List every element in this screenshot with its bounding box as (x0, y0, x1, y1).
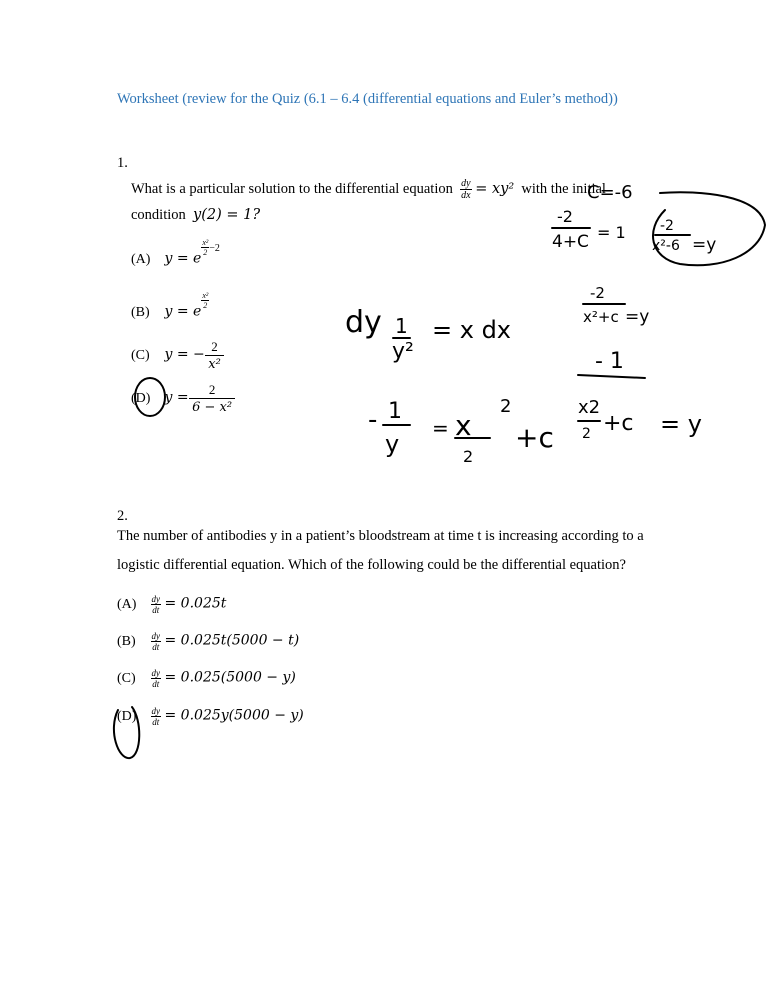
question-1-prompt: What is a particular solution to the differential equation (131, 180, 453, 197)
option-label: (B) (117, 633, 136, 649)
question-1-text (131, 178, 606, 201)
hw-gen-den: x²+c (583, 308, 619, 326)
hw-int-rhs-den: 2 (463, 447, 474, 466)
option-rhs: = 0.025(5000 − y) (164, 669, 296, 686)
hw-equals: = (432, 416, 449, 440)
frac-num: dy (151, 668, 160, 678)
exp-tail: −2 (209, 242, 220, 254)
frac-num: dy (461, 178, 471, 189)
option-label: (A) (131, 251, 151, 267)
frac-den: dt (152, 642, 160, 652)
hw-sep-lhs: dy (345, 305, 382, 340)
frac-num: dy (151, 594, 160, 604)
condition-label: condition (131, 207, 186, 223)
hw-gen-num: -2 (590, 284, 605, 302)
hw-answer-num: -2 (660, 218, 674, 234)
hw-gen-rhs: =y (625, 307, 650, 327)
hw-answer-rhs: =y (692, 235, 717, 255)
exp-den: 2 (203, 301, 208, 310)
hw-step1-rhs: = 1 (597, 223, 626, 242)
exp-num: x² (202, 238, 209, 247)
q2-option-d[interactable] (117, 706, 304, 727)
hw-int-rhs-exp: 2 (500, 396, 512, 417)
option-rhs: = 0.025t(5000 − t) (164, 632, 300, 649)
frac-num: dy (151, 706, 160, 716)
hw-c-value: C=-6 (587, 182, 633, 203)
question-1-number: 1. (117, 155, 128, 171)
option-lhs: y = e (164, 303, 202, 320)
frac-den: dx (461, 190, 471, 201)
option-label: (C) (131, 347, 150, 363)
hw-int-lhs-num: 1 (388, 399, 402, 424)
option-label: (C) (117, 670, 136, 686)
frac-den: 6 − x² (192, 400, 233, 415)
q1-option-b[interactable] (131, 291, 209, 322)
hw-alt-den-num: x2 (578, 397, 601, 418)
question-1-condition (131, 207, 260, 224)
q1-option-c[interactable] (131, 338, 221, 373)
hw-int-const: +c (515, 421, 554, 454)
option-lhs: y = − (164, 346, 205, 363)
hw-alt-den-den: 2 (582, 426, 591, 442)
hw-step1-den: 4+C (552, 232, 589, 252)
exp-den: 2 (203, 248, 208, 257)
option-label: (D) (131, 390, 151, 406)
hw-minus: - (368, 405, 378, 435)
hw-int-lhs-den: y (385, 430, 400, 458)
hw-int-rhs-num: x (455, 409, 472, 442)
q1-option-a[interactable] (131, 238, 220, 269)
question-2-number: 2. (117, 508, 128, 524)
initial-condition: y(2) = 1? (193, 207, 261, 223)
equation-rhs: = xy² (475, 180, 515, 197)
question-2-line-1: The number of antibodies y in a patient’s bloodstream at time t is increasing according to a (117, 528, 644, 544)
frac-den: dt (152, 717, 160, 727)
frac-den: dt (152, 605, 160, 615)
hw-step1-num: -2 (557, 207, 573, 226)
hw-sep-num: 1 (395, 314, 408, 338)
hw-sep-rhs: = x dx (432, 316, 512, 344)
option-label: (B) (131, 304, 150, 320)
option-label: (D) (117, 708, 137, 724)
question-1-prompt-end: with the initial (521, 180, 606, 197)
q2-option-b[interactable] (117, 631, 299, 652)
option-lhs: y = e (164, 250, 202, 267)
hw-alt-rhs: = y (660, 410, 702, 438)
frac-num: dy (151, 631, 160, 641)
option-label: (A) (117, 596, 137, 612)
exp-num: x² (202, 291, 209, 300)
option-rhs: = 0.025y(5000 − y) (164, 707, 304, 724)
question-2-line-2: logistic differential equation. Which of the following could be the differential equation? (117, 557, 626, 573)
worksheet-title: Worksheet (review for the Quiz (6.1 – 6.4 (differential equations and Euler’s method)) (117, 91, 618, 107)
hw-alt-den-tail: +c (603, 411, 634, 436)
derivative-fraction (460, 178, 471, 201)
option-rhs: = 0.025t (164, 595, 227, 612)
answer-circle-work (653, 192, 765, 265)
q2-option-c[interactable] (117, 668, 296, 689)
option-lhs: y = (164, 389, 189, 406)
hw-alt-num: - 1 (595, 349, 624, 374)
hw-sep-den: y² (392, 339, 414, 364)
frac-num: 2 (205, 338, 224, 356)
q2-option-a[interactable] (117, 594, 226, 615)
frac-den: x² (208, 357, 221, 372)
frac-num: 2 (189, 381, 235, 399)
hw-answer-den: x²-6 (652, 238, 680, 254)
q1-option-d[interactable] (131, 381, 232, 416)
frac-den: dt (152, 679, 160, 689)
